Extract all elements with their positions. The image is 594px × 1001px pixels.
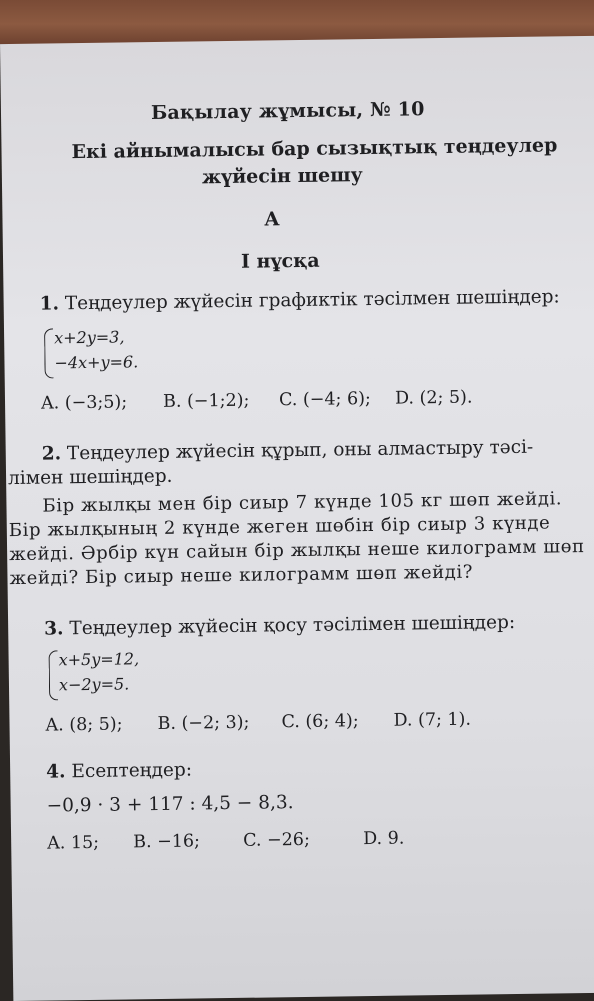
task-3-equation-2: x−2y=5. xyxy=(58,674,130,695)
task-3-number: 3. xyxy=(44,618,64,640)
task-2-text-1: Теңдеулер жүйесін құрып, оны алмастыру тәсі- xyxy=(66,436,534,465)
task-2-body-line-3: жейді. Әрбір күн сайын бір жылқы неше килограмм шөп xyxy=(9,536,585,566)
task-1-answers xyxy=(41,386,561,417)
task-4-answer-a: A. 15; xyxy=(47,832,100,854)
task-4-answer-b: B. −16; xyxy=(133,831,201,853)
task-2-number: 2. xyxy=(41,443,62,465)
task-3-answer-a: A. (8; 5); xyxy=(45,714,123,736)
task-2-body-line-4: жейді? Бір сиыр неше килограмм шөп жейді? xyxy=(9,561,474,590)
task-4-text: Есептеңдер: xyxy=(71,759,193,783)
task-1-equation-1: x+2y=3, xyxy=(54,327,125,348)
task-3-answer-b: B. (−2; 3); xyxy=(157,712,250,735)
task-3-answer-d: D. (7; 1). xyxy=(393,709,472,731)
page-title: Бақылау жұмысы, № 10 xyxy=(150,98,425,125)
topic-line-2: жүйесін шешу xyxy=(201,164,363,189)
task-3-equation-1: x+5y=12, xyxy=(58,649,140,670)
task-4-answer-c: C. −26; xyxy=(243,829,311,851)
task-1-equation-2: −4x+y=6. xyxy=(54,352,139,373)
task-2-body-line-1: Бір жылқы мен бір сиыр 7 күнде 105 кг шөп жейді. xyxy=(42,488,563,517)
task-1-answer-b: B. (−1;2); xyxy=(162,390,250,412)
task-1-answer-d: D. (2; 5). xyxy=(394,387,473,409)
task-1-brace xyxy=(44,328,54,378)
worksheet-page xyxy=(0,36,594,1001)
task-3-text: Теңдеулер жүйесін қосу тәсілімен шешіңдер: xyxy=(69,612,516,640)
task-3-answer-c: C. (6; 4); xyxy=(281,711,359,733)
task-4-prompt xyxy=(46,760,192,783)
task-2-text-2: лімен шешіңдер. xyxy=(7,465,173,490)
topic-line-1: Екі айнымалысы бар сызықтық теңдеулер xyxy=(71,134,558,164)
task-1-answer-a: A. (−3;5); xyxy=(40,392,128,414)
task-1-prompt xyxy=(40,286,560,314)
task-3-prompt xyxy=(44,612,515,640)
task-2-prompt xyxy=(42,437,534,465)
task-1-answer-c: C. (−4; 6); xyxy=(278,389,372,411)
section-letter: A xyxy=(264,208,280,231)
task-3-answers xyxy=(45,708,565,739)
task-1-text: Теңдеулер жүйесін графиктік тәсілмен шешіңдер: xyxy=(64,286,560,315)
task-1-number: 1. xyxy=(39,293,60,315)
task-4-answer-d: D. 9. xyxy=(363,828,405,850)
task-2-body-line-2: Бір жылқының 2 күнде жеген шөбін бір сиыр 3 күнде xyxy=(8,512,551,542)
task-4-expression: −0,9 · 3 + 117 : 4,5 − 8,3. xyxy=(46,792,294,817)
task-3-brace xyxy=(49,650,59,700)
task-4-number: 4. xyxy=(46,761,66,783)
task-4-answers xyxy=(47,826,567,857)
variant-label: I нұсқа xyxy=(240,249,320,273)
